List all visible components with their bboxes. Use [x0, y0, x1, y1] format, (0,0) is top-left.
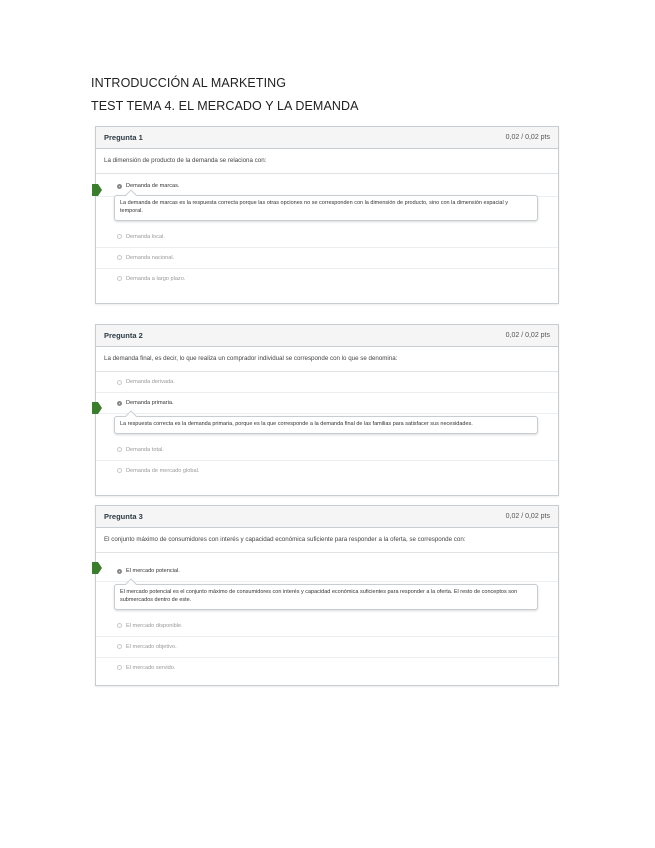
radio-icon[interactable] — [117, 665, 122, 670]
answer-label: El mercado servido. — [126, 664, 176, 671]
question-card-3 — [95, 505, 559, 686]
document-title: INTRODUCCIÓN AL MARKETING — [91, 76, 287, 90]
question-points: 0,02 / 0,02 pts — [505, 134, 550, 141]
answer-label: El mercado objetivo. — [126, 643, 177, 650]
question-header — [96, 506, 558, 528]
answer-option[interactable] — [96, 248, 558, 269]
radio-icon[interactable] — [117, 276, 122, 281]
answer-label: Demanda de mercado global. — [126, 467, 200, 474]
answer-option[interactable] — [96, 440, 558, 461]
question-card-1 — [95, 126, 559, 304]
question-header — [96, 127, 558, 149]
radio-icon[interactable] — [117, 255, 122, 260]
radio-icon[interactable] — [117, 644, 122, 649]
question-points: 0,02 / 0,02 pts — [505, 513, 550, 520]
document-subtitle: TEST TEMA 4. EL MERCADO Y LA DEMANDA — [91, 99, 359, 113]
radio-icon[interactable] — [117, 234, 122, 239]
answer-feedback: La demanda de marcas es la respuesta correcta porque las otras opciones no se corresponden con la dimensión de producto, sino con la dimensión espacial y temporal. — [114, 195, 538, 221]
question-card-2 — [95, 324, 559, 496]
answer-option[interactable] — [96, 227, 558, 248]
answer-option[interactable] — [96, 269, 558, 289]
answer-label: El mercado disponible. — [126, 622, 183, 629]
answer-feedback: La respuesta correcta es la demanda primaria, porque es la que corresponde a la demanda final de las familias para satisfacer sus necesidades. — [114, 416, 538, 434]
question-text: La demanda final, es decir, lo que realiza un comprador individual se corresponde con lo que se denomina: — [96, 347, 558, 372]
answer-option[interactable] — [96, 616, 558, 637]
question-text: El conjunto máximo de consumidores con interés y capacidad económica suficiente para responder a la oferta, se corresponde con: — [96, 528, 558, 553]
answer-label: Demanda total. — [126, 446, 164, 453]
answer-label: Demanda derivada. — [126, 379, 175, 385]
answer-label: Demanda de marcas. — [126, 183, 180, 189]
radio-icon[interactable] — [117, 380, 122, 385]
answer-label: Demanda nacional. — [126, 254, 175, 261]
radio-selected-icon[interactable] — [117, 569, 122, 574]
radio-selected-icon[interactable] — [117, 401, 122, 406]
answer-option-selected[interactable] — [96, 393, 558, 414]
answer-label: Demanda primaria. — [126, 400, 174, 406]
answer-feedback: El mercado potencial es el conjunto máximo de consumidores con interés y capacidad económica suficientes para responder a la oferta. El resto de conceptos son submercados dentro de este. — [114, 584, 538, 610]
answer-label: Demanda a largo plazo. — [126, 275, 186, 282]
radio-icon[interactable] — [117, 623, 122, 628]
question-label: Pregunta 2 — [104, 331, 143, 340]
answer-option[interactable] — [96, 637, 558, 658]
question-points: 0,02 / 0,02 pts — [505, 332, 550, 339]
answer-option-selected[interactable] — [96, 561, 558, 582]
radio-selected-icon[interactable] — [117, 184, 122, 189]
radio-icon[interactable] — [117, 447, 122, 452]
radio-icon[interactable] — [117, 468, 122, 473]
answer-option-selected[interactable] — [96, 176, 558, 197]
question-label: Pregunta 3 — [104, 512, 143, 521]
question-header — [96, 325, 558, 347]
answer-label: El mercado potencial. — [126, 568, 180, 574]
question-text: La dimensión de producto de la demanda se relaciona con: — [96, 149, 558, 174]
answer-option[interactable] — [96, 372, 558, 393]
answer-option[interactable] — [96, 461, 558, 481]
question-label: Pregunta 1 — [104, 133, 143, 142]
answer-option[interactable] — [96, 658, 558, 678]
answer-label: Demanda local. — [126, 233, 165, 240]
